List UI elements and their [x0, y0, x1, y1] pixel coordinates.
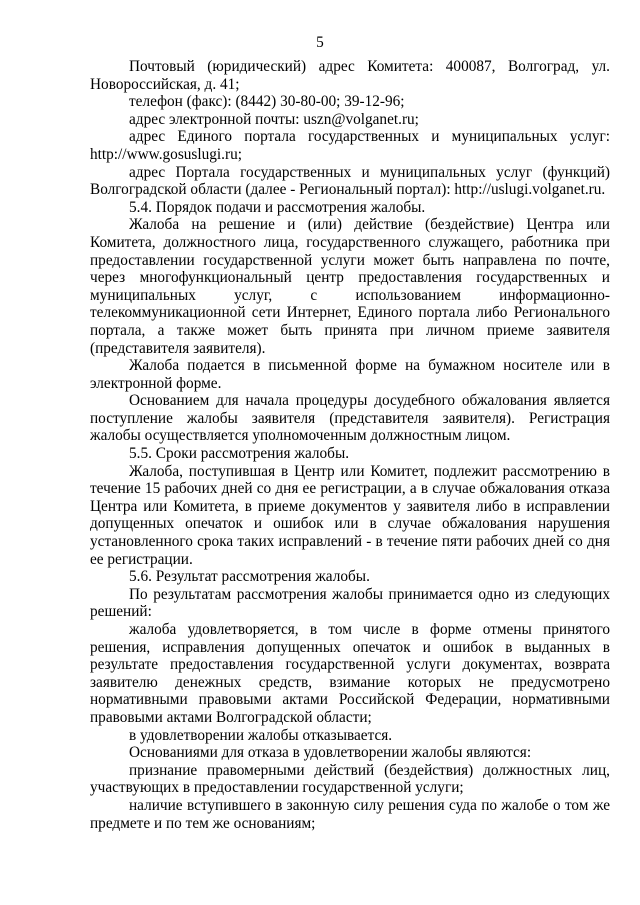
paragraph-complaint-satisfied: жалоба удовлетворяется, в том числе в форме отмены принятого решения, исправления допущенных опечаток и ошибок в выданных в результате предоставления государственной услуги документах, возврата заявителю денежных средств, взимание которых не предусмотрено нормативными правовыми актами Российской Федерации, нормативными правовыми актами Волгоградской области; — [90, 621, 610, 726]
paragraph-court-decision: наличие вступившего в законную силу решения суда по жалобе о том же предмете и по тем же основаниям; — [90, 796, 610, 832]
paragraph-lawful-actions: признание правомерными действий (бездействия) должностных лиц, участвующих в предоставлении государственной услуги; — [90, 761, 610, 797]
section-heading-5-6: 5.6. Результат рассмотрения жалобы. — [129, 568, 370, 586]
document-body — [90, 58, 610, 832]
section-heading-5-4: 5.4. Порядок подачи и рассмотрения жалобы. — [129, 198, 426, 216]
paragraph-regional-portal-address: адрес Портала государственных и муниципальных услуг (функций) Волгоградской области (далее - Региональный портал): http://uslugi.volganet.ru. — [90, 163, 610, 199]
paragraph-complaint-rejected: в удовлетворении жалобы отказывается. — [129, 726, 393, 744]
paragraph-decisions-intro: По результатам рассмотрения жалобы принимается одно из следующих решений: — [90, 585, 610, 621]
paragraph-postal-address: Почтовый (юридический) адрес Комитета: 400087, Волгоград, ул. Новороссийская, д. 41; — [90, 58, 610, 93]
paragraph-rejection-grounds: Основаниями для отказа в удовлетворении жалобы являются: — [129, 744, 532, 762]
paragraph-phone: телефон (факс): (8442) 30-80-00; 39-12-96; — [129, 93, 405, 111]
paragraph-gosuslugi-address: адрес Единого портала государственных и муниципальных услуг: http://www.gosuslugi.ru; — [90, 128, 610, 163]
page-number: 5 — [316, 34, 324, 51]
paragraph-email: адрес электронной почты: uszn@volganet.ru; — [129, 110, 419, 128]
paragraph-procedure-basis: Основанием для начала процедуры досудебного обжалования является поступление жалобы заявителя (представителя заявителя). Регистрация жалобы осуществляется уполномоченным должностным лицом. — [90, 392, 610, 445]
paragraph-complaint-submission: Жалоба на решение и (или) действие (бездействие) Центра или Комитета, должностного лица, государственного служащего, работника при предоставлении государственной услуги может быть направлена по почте, через многофункциональный центр предоставления государственных и муниципальных услуг, с использованием информационно-телекоммуникационной сети Интернет, Единого портала либо Регионального портала, а также может быть принята при личном приеме заявителя (представителя заявителя). — [90, 216, 610, 357]
section-heading-5-5: 5.5. Сроки рассмотрения жалобы. — [129, 445, 350, 463]
paragraph-complaint-form: Жалоба подается в письменной форме на бумажном носителе или в электронной форме. — [90, 357, 610, 392]
paragraph-review-terms: Жалоба, поступившая в Центр или Комитет, подлежит рассмотрению в течение 15 рабочих дней со дня ее регистрации, а в случае обжалования отказа Центра или Комитета, в приеме документов у заявителя либо в исправлении допущенных опечаток и ошибок или в случае обжалования нарушения установленного срока таких исправлений - в течение пяти рабочих дней со дня ее регистрации. — [90, 462, 610, 568]
